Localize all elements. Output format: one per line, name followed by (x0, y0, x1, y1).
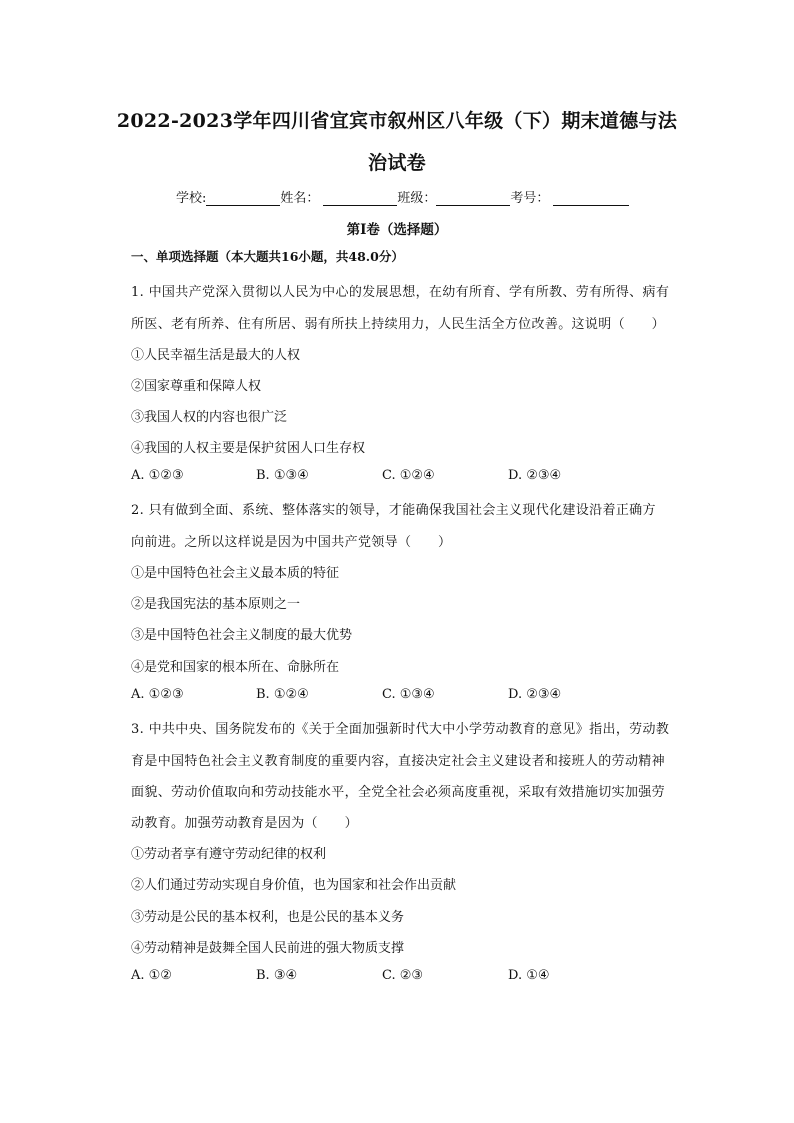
question-2-option-c[interactable]: C. ①③④ (382, 687, 435, 702)
school-label: 学校: (176, 191, 207, 206)
question-2-option-d[interactable]: D. ②③④ (508, 687, 562, 702)
question-1-item-1: ①人民幸福生活是最大的人权 (131, 348, 301, 363)
section-heading: 第I卷（选择题） (346, 222, 448, 238)
question-1-item-3: ③我国人权的内容也很广泛 (131, 410, 288, 425)
school-blank[interactable] (206, 191, 280, 206)
question-3-item-4: ④劳动精神是鼓舞全国人民前进的强大物质支撑 (131, 941, 405, 956)
question-2-item-1: ①是中国特色社会主义最本质的特征 (131, 566, 340, 581)
question-1-option-c[interactable]: C. ①②④ (382, 468, 435, 483)
question-2-stem-line-1: 2. 只有做到全面、系统、整体落实的领导，才能确保我国社会主义现代化建设沿着正确方 (131, 503, 656, 518)
question-3-stem-line-3: 面貌、劳动价值取向和劳动技能水平，全党全社会必须高度重视，采取有效措施切实加强劳 (131, 785, 666, 800)
question-3-stem-line-1: 3. 中共中央、国务院发布的《关于全面加强新时代大中小学劳动教育的意见》指出，劳动教 (131, 722, 670, 737)
exam-title: 2022-2023学年四川省宜宾市叙州区八年级（下）期末道德与法 (116, 110, 678, 132)
question-2-item-4: ④是党和国家的根本所在、命脉所在 (131, 660, 340, 675)
question-2-item-2: ②是我国宪法的基本原则之一 (131, 597, 301, 612)
question-2-item-3: ③是中国特色社会主义制度的最大优势 (131, 628, 353, 643)
student-info-line (176, 187, 646, 206)
question-1-stem-line-2: 所医、老有所养、住有所居、弱有所扶上持续用力，人民生活全方位改善。这说明（ ） (131, 317, 666, 332)
question-3-option-a[interactable]: A. ①② (131, 968, 172, 983)
question-3-item-1: ①劳动者享有遵守劳动纪律的权利 (131, 847, 327, 862)
question-2-option-a[interactable]: A. ①②③ (131, 687, 184, 702)
question-1-option-a[interactable]: A. ①②③ (131, 468, 184, 483)
question-1-item-2: ②国家尊重和保障人权 (131, 379, 262, 394)
part-heading: 一、单项选择题（本大题共16小题，共48.0分） (131, 249, 404, 264)
question-2-stem-line-2: 向前进。之所以这样说是因为中国共产党领导（ ） (131, 535, 452, 550)
question-3-item-3: ③劳动是公民的基本权利，也是公民的基本义务 (131, 910, 405, 925)
exam-title-continued: 治试卷 (368, 152, 426, 174)
exam-number-blank[interactable] (553, 191, 629, 206)
exam-number-label: 考号： (510, 191, 550, 206)
question-1-item-4: ④我国的人权主要是保护贫困人口生存权 (131, 441, 366, 456)
question-3-option-d[interactable]: D. ①④ (508, 968, 550, 983)
question-3-option-c[interactable]: C. ②③ (382, 968, 424, 983)
name-label: 姓名： (280, 191, 320, 206)
question-3-stem-line-4: 动教育。加强劳动教育是因为（ ） (131, 816, 358, 831)
class-label: 班级： (397, 191, 437, 206)
question-3-item-2: ②人们通过劳动实现自身价值，也为国家和社会作出贡献 (131, 878, 457, 893)
question-2-option-b[interactable]: B. ①②④ (256, 687, 309, 702)
class-blank[interactable] (436, 191, 510, 206)
question-1-stem-line-1: 1. 中国共产党深入贯彻以人民为中心的发展思想，在幼有所育、学有所教、劳有所得、病有 (131, 285, 670, 300)
question-3-stem-line-2: 育是中国特色社会主义教育制度的重要内容，直接决定社会主义建设者和接班人的劳动精神 (131, 754, 666, 769)
question-3-option-b[interactable]: B. ③④ (256, 968, 298, 983)
name-blank[interactable] (323, 191, 397, 206)
question-1-option-b[interactable]: B. ①③④ (256, 468, 309, 483)
question-1-option-d[interactable]: D. ②③④ (508, 468, 562, 483)
